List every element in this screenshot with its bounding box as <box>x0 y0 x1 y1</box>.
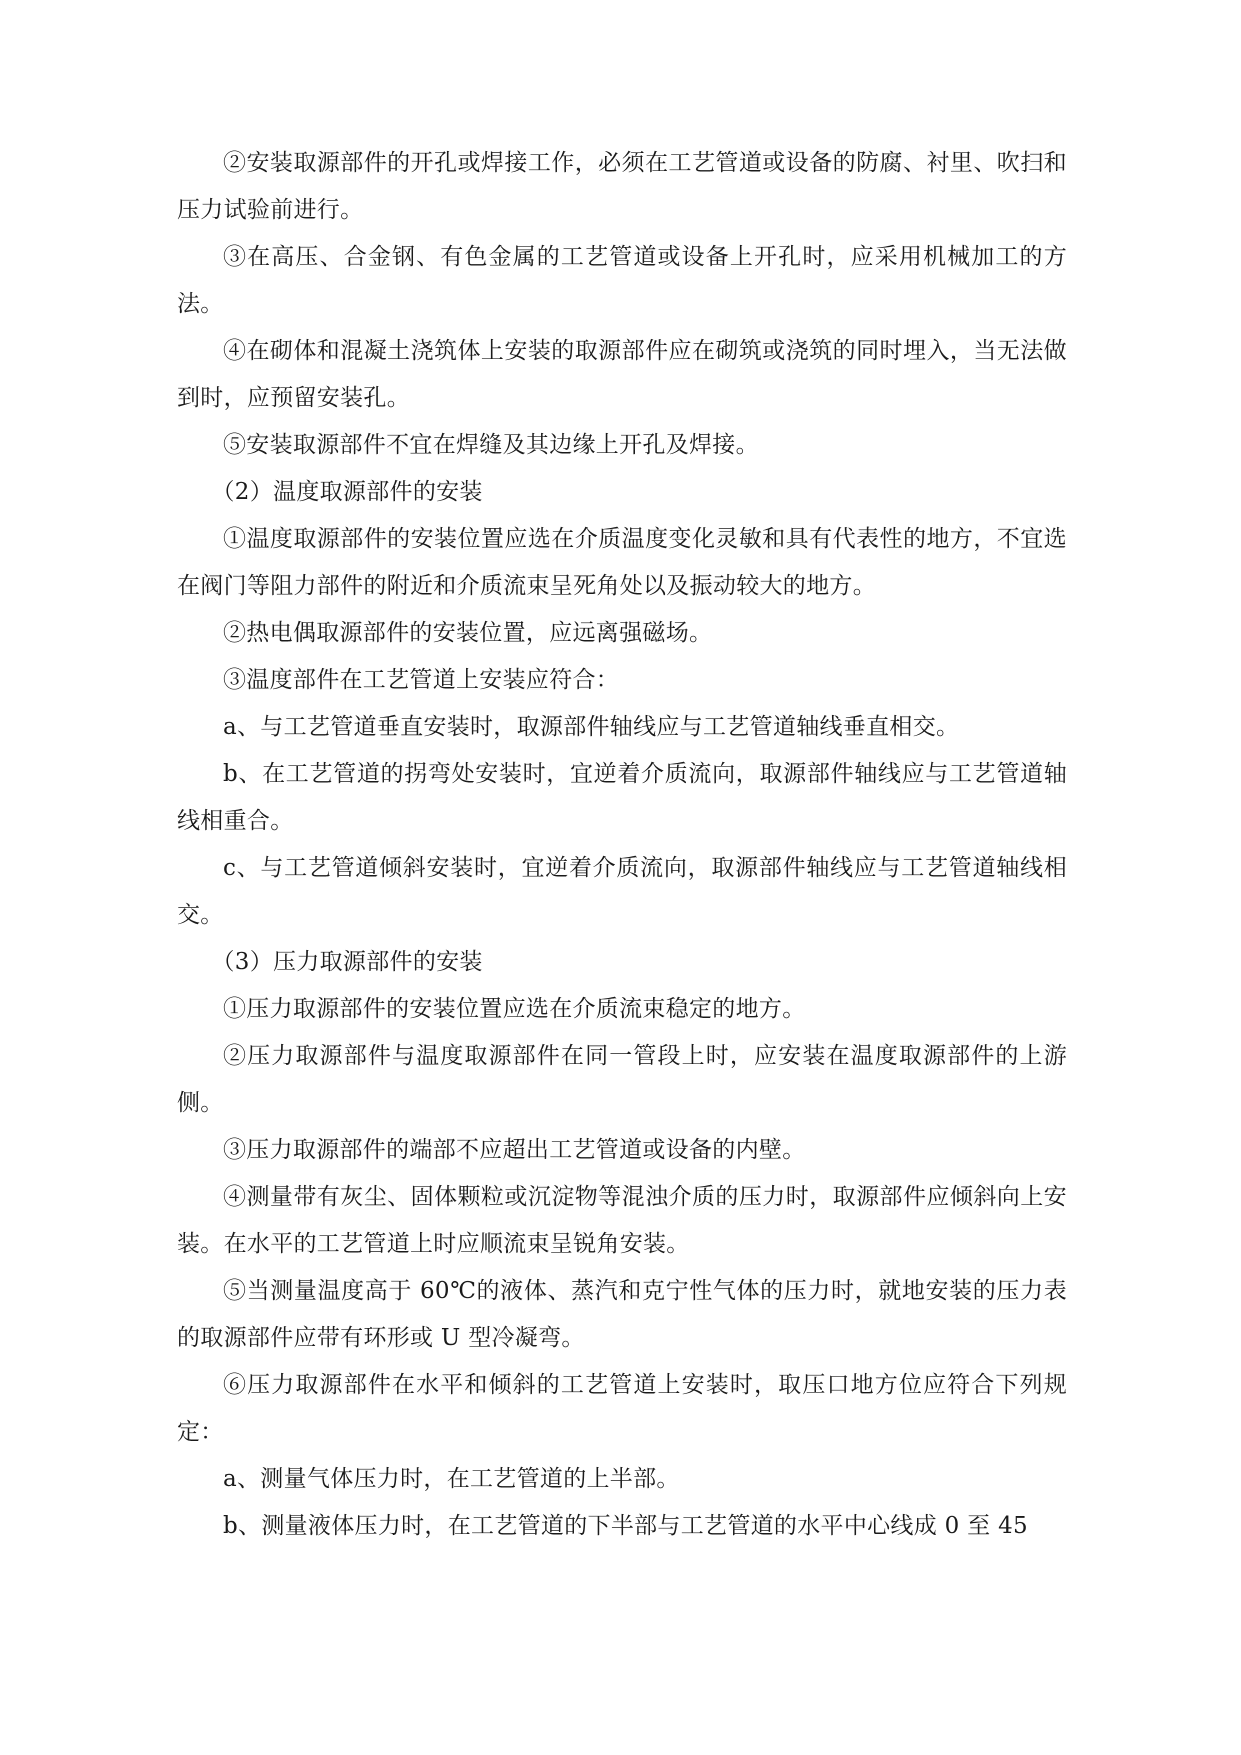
section-heading: （2）温度取源部件的安装 <box>211 479 483 505</box>
section-heading: （3）压力取源部件的安装 <box>211 949 483 975</box>
paragraph: a、与工艺管道垂直安装时，取源部件轴线应与工艺管道轴线垂直相交。 <box>223 714 960 740</box>
paragraph: ⑤安装取源部件不宜在焊缝及其边缘上开孔及焊接。 <box>223 432 759 458</box>
paragraph: ②压力取源部件与温度取源部件在同一管段上时，应安装在温度取源部件的上游侧。 <box>177 1043 1067 1116</box>
paragraph: b、在工艺管道的拐弯处安装时，宜逆着介质流向，取源部件轴线应与工艺管道轴线相重合。 <box>177 761 1067 834</box>
paragraph: ⑤当测量温度高于 60℃的液体、蒸汽和克宁性气体的压力时，就地安装的压力表的取源部件应带有环形或 U 型冷凝弯。 <box>177 1278 1067 1351</box>
paragraph: ①压力取源部件的安装位置应选在介质流束稳定的地方。 <box>223 996 806 1022</box>
paragraph: c、与工艺管道倾斜安装时，宜逆着介质流向，取源部件轴线应与工艺管道轴线相交。 <box>177 855 1067 928</box>
paragraph: ②安装取源部件的开孔或焊接工作，必须在工艺管道或设备的防腐、衬里、吹扫和压力试验前进行。 <box>177 150 1067 223</box>
paragraph: ③压力取源部件的端部不应超出工艺管道或设备的内壁。 <box>223 1137 806 1163</box>
paragraph: b、测量液体压力时，在工艺管道的下半部与工艺管道的水平中心线成 0 至 45 <box>223 1513 1028 1539</box>
paragraph: a、测量气体压力时，在工艺管道的上半部。 <box>223 1466 680 1492</box>
paragraph: ⑥压力取源部件在水平和倾斜的工艺管道上安装时，取压口地方位应符合下列规定： <box>177 1372 1067 1445</box>
document-body <box>177 140 1067 1550</box>
paragraph: ②热电偶取源部件的安装位置，应远离强磁场。 <box>223 620 713 646</box>
paragraph: ④在砌体和混凝土浇筑体上安装的取源部件应在砌筑或浇筑的同时埋入，当无法做到时，应预留安装孔。 <box>177 338 1067 411</box>
paragraph: ①温度取源部件的安装位置应选在介质温度变化灵敏和具有代表性的地方，不宜选在阀门等阻力部件的附近和介质流束呈死角处以及振动较大的地方。 <box>177 526 1067 599</box>
paragraph: ③在高压、合金钢、有色金属的工艺管道或设备上开孔时，应采用机械加工的方法。 <box>177 244 1067 317</box>
paragraph: ④测量带有灰尘、固体颗粒或沉淀物等混浊介质的压力时，取源部件应倾斜向上安装。在水平的工艺管道上时应顺流束呈锐角安装。 <box>177 1184 1067 1257</box>
paragraph: ③温度部件在工艺管道上安装应符合： <box>223 667 620 693</box>
